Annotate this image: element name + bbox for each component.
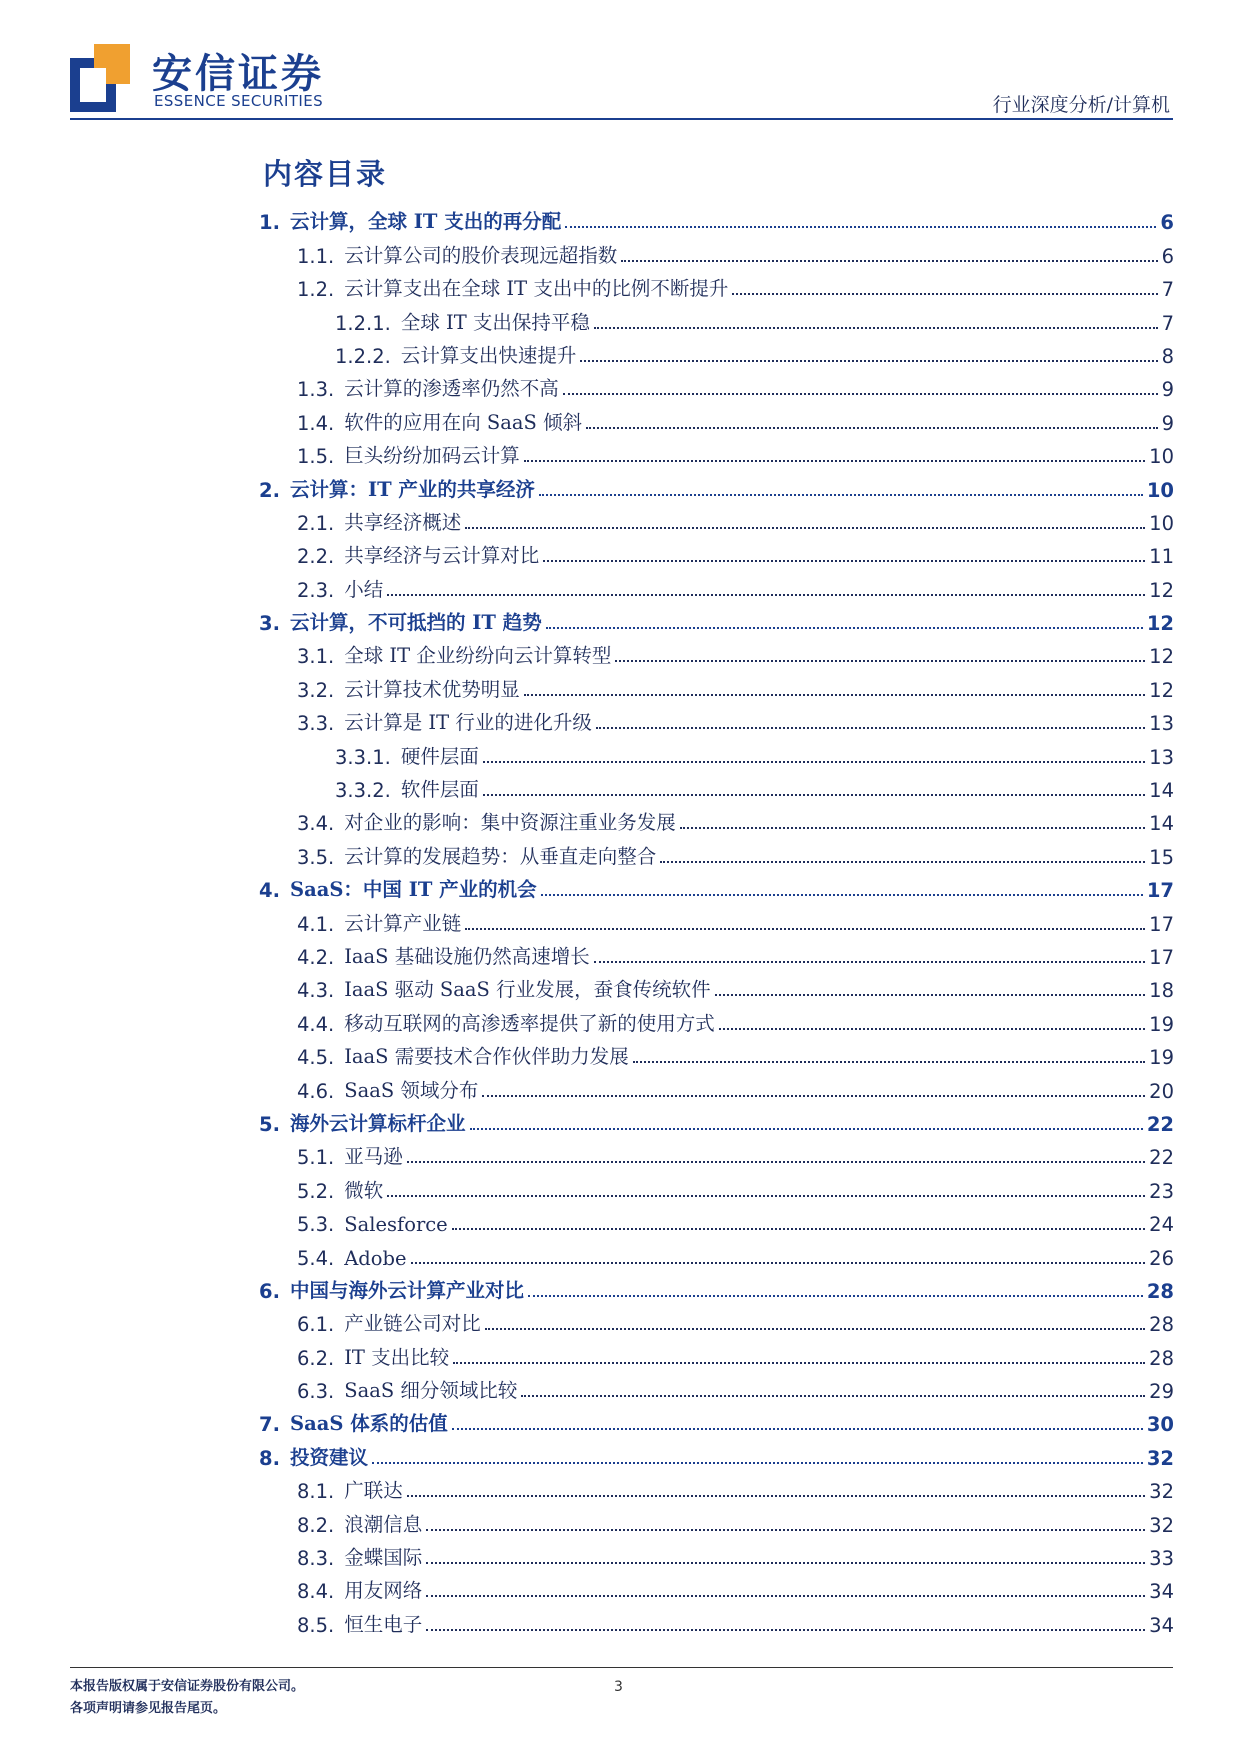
toc-entry-number: 6.1. [297,1313,335,1337]
toc-entry-page: 14 [1149,779,1174,803]
toc-entry-number: 2. [259,478,280,502]
toc-entry-page: 22 [1149,1146,1174,1170]
toc-entry-page: 7 [1161,278,1174,302]
toc-entry-label: IaaS 需要技术合作伙伴助力发展 [344,1045,629,1069]
toc-entry-number: 1. [259,211,280,235]
toc-entry-page: 10 [1149,445,1174,469]
toc-entry-page: 17 [1149,945,1174,969]
toc-entry-page: 32 [1149,1480,1174,1504]
toc-entry-page: 9 [1161,378,1174,402]
toc-entry[interactable] [259,802,1174,835]
toc-entry-number: 6. [259,1279,280,1303]
toc-entry[interactable] [259,335,1174,368]
toc-entry-page: 12 [1149,678,1174,702]
toc-dot-leader [411,1262,1146,1264]
page-number: 3 [614,1679,623,1695]
toc-entry[interactable] [259,1537,1174,1570]
toc-entry-page: 32 [1149,1513,1174,1537]
toc-entry[interactable] [259,602,1174,635]
toc-entry-number: 4.2. [297,945,335,969]
toc-dot-leader [465,527,1145,529]
toc-entry-label: 云计算支出快速提升 [400,343,577,367]
toc-entry-page: 34 [1149,1613,1174,1637]
toc-entry-page: 28 [1149,1313,1174,1337]
toc-entry-label: 云计算，不可抵挡的 IT 趋势 [289,611,542,635]
toc-dot-leader [452,1428,1143,1430]
toc-title: 内容目录 [263,157,388,191]
toc-entry-label: 云计算，全球 IT 支出的再分配 [289,210,562,234]
toc-entry-page: 33 [1149,1547,1174,1571]
toc-entry[interactable] [259,735,1174,768]
toc-entry-label: 云计算是 IT 行业的进化升级 [344,711,592,735]
toc-dot-leader [719,1028,1145,1030]
toc-entry-label: Adobe [344,1246,407,1270]
toc-dot-leader [580,360,1157,362]
toc-entry-label: SaaS 细分领域比较 [344,1379,518,1403]
toc-entry-number: 8.2. [297,1513,335,1537]
toc-entry-page: 9 [1161,411,1174,435]
toc-entry-number: 5. [259,1112,280,1136]
toc-entry-number: 3.3. [297,712,335,736]
toc-dot-leader [715,994,1146,996]
toc-entry[interactable] [259,568,1174,601]
essence-logo-icon [70,44,130,112]
toc-entry[interactable] [259,234,1174,267]
toc-entry-page: 6 [1160,211,1174,235]
toc-dot-leader [521,1395,1145,1397]
toc-entry[interactable] [259,1503,1174,1536]
toc-entry-page: 34 [1149,1580,1174,1604]
toc-entry-label: 用友网络 [344,1579,423,1603]
toc-entry-label: 恒生电子 [344,1612,423,1636]
toc-entry[interactable] [259,702,1174,735]
toc-entry-number: 8.5. [297,1613,335,1637]
toc-entry-page: 7 [1161,311,1174,335]
toc-entry[interactable] [259,1336,1174,1369]
toc-entry-number: 1.4. [297,411,335,435]
toc-entry-number: 2.3. [297,578,335,602]
toc-entry-page: 13 [1149,745,1174,769]
toc-entry-label: 硬件层面 [400,744,479,768]
toc-entry-page: 10 [1146,478,1174,502]
toc-entry-page: 12 [1146,612,1174,636]
toc-entry-label: 软件的应用在向 SaaS 倾斜 [344,410,583,434]
toc-entry-page: 28 [1146,1279,1174,1303]
toc-dot-leader [483,761,1145,763]
toc-entry-page: 14 [1149,812,1174,836]
toc-dot-leader [524,460,1145,462]
toc-entry-label: SaaS：中国 IT 产业的机会 [289,878,537,902]
toc-entry-label: 金蝶国际 [344,1546,423,1570]
toc-entry-number: 6.2. [297,1346,335,1370]
toc-dot-leader [482,1095,1145,1097]
toc-entry-label: IaaS 基础设施仍然高速增长 [344,944,590,968]
toc-entry-number: 4.3. [297,979,335,1003]
toc-entry-label: 中国与海外云计算产业对比 [289,1278,524,1302]
toc-entry[interactable] [259,368,1174,401]
toc-dot-leader [546,627,1143,629]
toc-dot-leader [586,427,1157,429]
toc-entry[interactable] [259,936,1174,969]
toc-entry[interactable] [259,201,1174,234]
toc-entry-page: 32 [1146,1446,1174,1470]
toc-entry-label: 移动互联网的高渗透率提供了新的使用方式 [344,1011,715,1035]
toc-dot-leader [621,260,1157,262]
toc-dot-leader [596,727,1145,729]
toc-entry-number: 1.5. [297,445,335,469]
toc-entry[interactable] [259,1370,1174,1403]
toc-entry-label: 云计算的渗透率仍然不高 [344,377,559,401]
toc-entry-number: 5.1. [297,1146,335,1170]
footer-notice: 各项声明请参见报告尾页。 [70,1701,227,1716]
toc-entry-label: 共享经济与云计算对比 [344,544,540,568]
toc-entry-label: SaaS 体系的估值 [289,1412,448,1436]
toc-entry-number: 4.5. [297,1046,335,1070]
toc-entry-number: 3. [259,612,280,636]
toc-entry-label: 广联达 [344,1479,403,1503]
toc-dot-leader [485,1328,1145,1330]
toc-entry[interactable] [259,635,1174,668]
toc-entry-page: 17 [1146,879,1174,903]
toc-entry-label: 云计算产业链 [344,911,462,935]
footer-disclaimer [70,1676,304,1720]
toc-entry-label: 云计算技术优势明显 [344,677,520,701]
toc-entry-number: 3.4. [297,812,335,836]
toc-dot-leader [387,1195,1145,1197]
toc-entry-page: 8 [1161,344,1174,368]
toc-entry[interactable] [259,1069,1174,1102]
toc-entry[interactable] [259,1603,1174,1636]
toc-entry-number: 3.2. [297,678,335,702]
toc-entry[interactable] [259,1103,1174,1136]
toc-dot-leader [407,1161,1145,1163]
toc-entry[interactable] [259,769,1174,802]
toc-entry[interactable] [259,1236,1174,1269]
toc-dot-leader [387,594,1145,596]
logo-chinese-name: 安信证券 [152,51,324,97]
toc-entry-label: 亚马逊 [344,1145,403,1169]
toc-entry[interactable] [259,1169,1174,1202]
toc-entry[interactable] [259,902,1174,935]
toc-entry[interactable] [259,1002,1174,1035]
toc-entry-label: IT 支出比较 [344,1345,450,1369]
footer-copyright: 本报告版权属于安信证券股份有限公司。 [70,1679,305,1694]
toc-entry-number: 3.5. [297,845,335,869]
toc-entry-number: 5.2. [297,1179,335,1203]
toc-entry[interactable] [259,1470,1174,1503]
report-category: 行业深度分析/计算机 [992,94,1170,116]
toc-dot-leader [615,660,1145,662]
toc-dot-leader [524,694,1145,696]
toc-entry-page: 12 [1149,645,1174,669]
toc-dot-leader [539,494,1143,496]
toc-entry-page: 29 [1149,1380,1174,1404]
toc-entry-label: 云计算公司的股价表现远超指数 [344,243,618,267]
toc-entry-page: 24 [1149,1213,1174,1237]
toc-entry-number: 1.2. [297,278,335,302]
toc-entry-number: 1.1. [297,244,335,268]
toc-entry-page: 30 [1146,1413,1174,1437]
toc-entry-label: SaaS 领域分布 [344,1078,479,1102]
toc-entry-page: 18 [1149,979,1174,1003]
toc-entry-page: 19 [1149,1046,1174,1070]
toc-entry-label: 全球 IT 企业纷纷向云计算转型 [344,644,612,668]
toc-entry-label: 小结 [344,577,384,601]
toc-entry[interactable] [259,1403,1174,1436]
toc-entry-label: 产业链公司对比 [344,1312,481,1336]
toc-dot-leader [565,226,1156,228]
toc-entry-label: Salesforce [344,1213,448,1237]
toc-entry-page: 20 [1149,1079,1174,1103]
toc-entry-page: 15 [1149,845,1174,869]
toc-entry-label: 软件层面 [400,778,479,802]
toc-dot-leader [543,560,1145,562]
toc-entry[interactable] [259,1203,1174,1236]
toc-entry[interactable] [259,668,1174,701]
toc-entry-number: 3.3.1. [335,745,391,769]
toc-dot-leader [594,327,1158,329]
toc-dot-leader [660,861,1145,863]
toc-entry-label: 投资建议 [289,1445,368,1469]
toc-entry-number: 3.1. [297,645,335,669]
toc-entry-page: 10 [1149,511,1174,535]
toc-entry-number: 8.1. [297,1480,335,1504]
toc-dot-leader [426,1529,1145,1531]
toc-entry[interactable] [259,1570,1174,1603]
toc-entry[interactable] [259,1436,1174,1469]
toc-dot-leader [452,1228,1145,1230]
toc-entry[interactable] [259,268,1174,301]
toc-entry-number: 5.3. [297,1213,335,1237]
toc-entry[interactable] [259,1036,1174,1069]
toc-dot-leader [470,1128,1143,1130]
toc-entry-page: 23 [1149,1179,1174,1203]
toc-dot-leader [528,1295,1143,1297]
toc-dot-leader [407,1495,1145,1497]
toc-dot-leader [372,1462,1143,1464]
toc-entry-label: 全球 IT 支出保持平稳 [400,310,590,334]
toc-dot-leader [680,827,1145,829]
toc-entry-label: 共享经济概述 [344,510,462,534]
toc-entry-number: 8.3. [297,1547,335,1571]
toc-entry-label: 云计算支出在全球 IT 支出中的比例不断提升 [344,277,729,301]
toc-entry-page: 28 [1149,1346,1174,1370]
toc-entry-number: 4. [259,879,280,903]
toc-entry-number: 8.4. [297,1580,335,1604]
toc-entry[interactable] [259,835,1174,868]
toc-entry-label: IaaS 驱动 SaaS 行业发展，蚕食传统软件 [344,978,711,1002]
footer-divider [70,1667,1173,1668]
toc-dot-leader [594,961,1145,963]
toc-entry-number: 4.4. [297,1012,335,1036]
toc-entry[interactable] [259,401,1174,434]
toc-entry-label: 云计算的发展趋势：从垂直走向整合 [344,844,657,868]
toc-entry-page: 12 [1149,578,1174,602]
toc-entry-label: 巨头纷纷加码云计算 [344,444,520,468]
toc-entry-label: 对企业的影响：集中资源注重业务发展 [344,811,676,835]
toc-entry[interactable] [259,1136,1174,1169]
toc-entry[interactable] [259,869,1174,902]
toc-dot-leader [732,293,1157,295]
toc-entry[interactable] [259,468,1174,501]
toc-entry-label: 微软 [344,1178,384,1202]
toc-entry[interactable] [259,969,1174,1002]
toc-entry-number: 1.2.2. [335,344,391,368]
toc-dot-leader [563,393,1158,395]
toc-dot-leader [426,1562,1145,1564]
toc-entry-page: 13 [1149,712,1174,736]
toc-dot-leader [633,1061,1145,1063]
toc-entry-label: 云计算：IT 产业的共享经济 [289,477,535,501]
toc-entry-page: 22 [1146,1112,1174,1136]
toc-entry-page: 11 [1149,545,1174,569]
toc-dot-leader [426,1629,1145,1631]
logo-english-name: ESSENCE SECURITIES [154,92,324,110]
toc-entry-number: 1.2.1. [335,311,391,335]
toc-dot-leader [465,928,1145,930]
toc-entry-page: 19 [1149,1012,1174,1036]
toc-entry[interactable] [259,1270,1174,1303]
toc-entry-number: 3.3.2. [335,779,391,803]
toc-entry-number: 4.6. [297,1079,335,1103]
toc-entry-label: 海外云计算标杆企业 [289,1111,466,1135]
toc-entry-number: 6.3. [297,1380,335,1404]
toc-entry-number: 1.3. [297,378,335,402]
toc-entry[interactable] [259,502,1174,535]
table-of-contents [259,201,1174,1637]
toc-entry-number: 7. [259,1413,280,1437]
toc-entry-number: 2.1. [297,511,335,535]
toc-dot-leader [426,1595,1145,1597]
toc-entry[interactable] [259,1303,1174,1336]
toc-entry-page: 6 [1161,244,1174,268]
toc-dot-leader [453,1362,1145,1364]
toc-entry-number: 8. [259,1446,280,1470]
toc-entry[interactable] [259,535,1174,568]
toc-dot-leader [541,894,1143,896]
toc-entry-number: 5.4. [297,1246,335,1270]
toc-entry-number: 2.2. [297,545,335,569]
toc-entry[interactable] [259,301,1174,334]
toc-dot-leader [483,794,1145,796]
page-header [70,40,1170,120]
toc-entry-page: 26 [1149,1246,1174,1270]
toc-entry-number: 4.1. [297,912,335,936]
toc-entry[interactable] [259,435,1174,468]
toc-entry-page: 17 [1149,912,1174,936]
toc-entry-label: 浪潮信息 [344,1512,423,1536]
header-divider [70,118,1173,120]
